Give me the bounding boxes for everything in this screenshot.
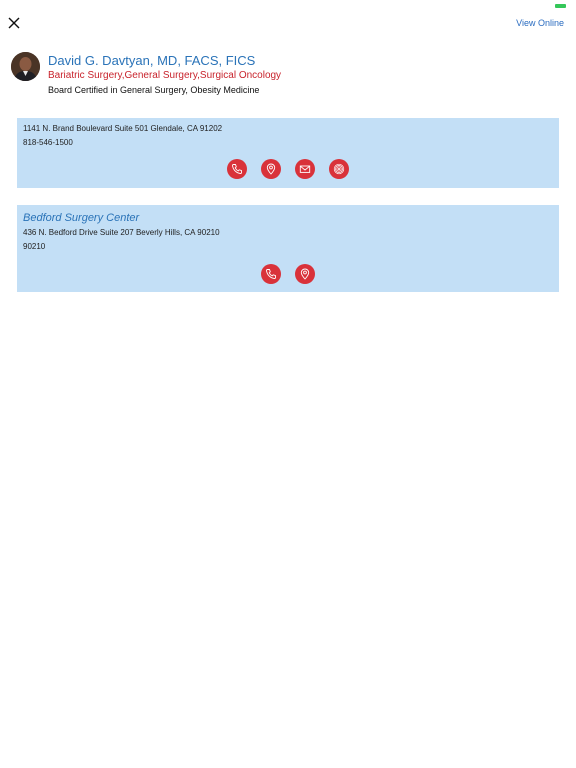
doctor-name: David G. Davtyan, MD, FACS, FICS	[48, 53, 256, 68]
call-button[interactable]	[261, 264, 281, 284]
location-card-glendale	[17, 118, 559, 188]
location-address: 1141 N. Brand Boulevard Suite 501 Glendale, CA 91202	[23, 124, 223, 133]
phone-icon	[231, 163, 243, 175]
board-certification: Board Certified in General Surgery, Obesity Medicine	[48, 85, 260, 95]
location-address: 436 N. Bedford Drive Suite 207 Beverly Hills, CA 90210	[23, 228, 220, 237]
email-icon	[299, 163, 311, 175]
close-icon	[7, 16, 21, 30]
view-online-link[interactable]: View Online	[516, 18, 564, 28]
location-card-bedford	[17, 205, 559, 292]
close-button[interactable]	[7, 16, 21, 30]
fingerprint-button[interactable]	[329, 159, 349, 179]
location-phone: 818-546-1500	[23, 138, 73, 147]
email-button[interactable]	[295, 159, 315, 179]
battery-indicator	[555, 4, 566, 8]
avatar	[11, 52, 40, 81]
facility-name-link[interactable]: Bedford Surgery Center	[23, 212, 140, 224]
location-actions	[17, 159, 559, 179]
fingerprint-icon	[333, 163, 345, 175]
call-button[interactable]	[227, 159, 247, 179]
doctor-info	[48, 52, 281, 97]
map-pin-icon	[265, 163, 277, 175]
location-actions	[17, 264, 559, 284]
location-zip: 90210	[23, 242, 46, 251]
doctor-header	[11, 52, 565, 97]
doctor-specialties: Bariatric Surgery,General Surgery,Surgical Oncology	[48, 70, 282, 81]
map-button[interactable]	[295, 264, 315, 284]
phone-icon	[265, 268, 277, 280]
map-button[interactable]	[261, 159, 281, 179]
map-pin-icon	[299, 268, 311, 280]
